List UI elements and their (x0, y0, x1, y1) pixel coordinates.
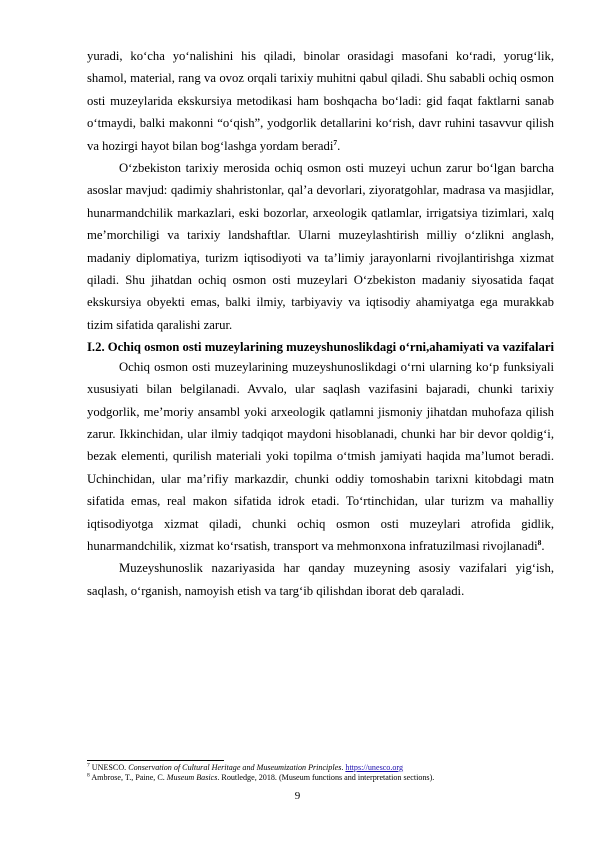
section-heading: I.2. Ochiq osmon osti muzeylarining muzeyshunoslikdagi o‘rni,ahamiyati va vazifalari (87, 340, 555, 355)
footnote-ref-7[interactable]: 7 (333, 137, 338, 147)
footnote-7: $^7$ UNESCO. Conservation of Cultural Heritage and Museumization Principles. https://unesco.org (87, 762, 404, 772)
document-body (87, 45, 554, 602)
footnote-ref-8[interactable]: 8 (537, 537, 542, 547)
paragraph-2: O‘zbekiston tarixiy merosida ochiq osmon osti muzeyi uchun zarur bo‘lgan barcha asoslar mavjud: qadimiy shahristonlar, qal’a devorlari, ziyoratgohlar, madrasa va masjidlar, hunarmandchilik markazlari, eski bozorlar, arxeologik qatlamlar, irrigatsiya tizimlari, xalq me’morchiligi va tarixiy landshaftlar. Ularni muzeylashtirish milliy o‘zlikni anglash, madaniy diplomatiya, turizm iqtisodiyoti va ta’limiy jarayonlarni rivojlantirishga xizmat qiladi. Shu jihatdan ochiq osmon osti muzeylari O‘zbekiston madaniy siyosatida faqat ekskursiya obyekti emas, balki ilmiy, tarbiyaviy va iqtisodiy ahamiyatga ega murakkab tizim sifatida qaralishi zarur. (87, 161, 554, 332)
footnotes (87, 763, 554, 784)
paragraph-4: Muzeyshunoslik nazariyasida har qanday muzeyning asosiy vazifalari yig‘ish, saqlash, o‘rganish, namoyish etish va targ‘ib qilishdan iborat deb qaraladi. (87, 561, 554, 598)
paragraph-1: yuradi, ko‘cha yo‘nalishini his qiladi, binolar orasidagi masofani ko‘radi, yorug‘lik, shamol, material, rang va ovoz orqali tarixiy muhitni qabul qiladi. Shu sababli ochiq osmon osti muzeylarida ekskursiya metodikasi ham boshqacha bo‘ladi: gid faqat faktlarni sanab o‘tmaydi, balki makonni “o‘qish”, yodgorlik detallarini ko‘rish, davr ruhini tasavvur qilish va hozirgi hayot bilan bog‘lashga yordam beradi$^7$. (87, 49, 554, 153)
footnote-link[interactable]: https://unesco.org (345, 763, 404, 772)
footnote-divider (87, 760, 224, 761)
page-number: 9 (294, 790, 301, 802)
footnote-8: $^8$ Ambrose, T., Paine, C. Museum Basics. Routledge, 2018. (Museum functions and interpretation sections). (87, 772, 435, 783)
paragraph-3: Ochiq osmon osti muzeylarining muzeyshunoslikdagi o‘rni ularning ko‘p funksiyali xususiyati bilan belgilanadi. Avvalo, ular saqlash vazifasini bajaradi, chunki tarixiy yodgorlik, me’moriy ansambl yoki arxeologik qatlamni jismoniy jihatdan muhofaza qilish zarur. Ikkinchidan, ular ilmiy tadqiqot maydoni hisoblanadi, chunki har bir devor qoldig‘i, bezak elementi, qurilish materiali yoki topilma o‘tmish jamiyati haqida ma’lumot beradi. Uchinchidan, ular ma’rifiy markazdir, chunki oddiy tomoshabin tarixni kitobdagi matn sifatida emas, real makon sifatida idrok etadi. To‘rtinchidan, ular turizm va mahalliy iqtisodiyotga xizmat qiladi, chunki ochiq osmon osti muzeylari atrofida gidlik, hunarmandchilik, xizmat ko‘rsatish, transport va mehmonxona infratuzilmasi rivojlanadi$^8$. (87, 359, 554, 554)
